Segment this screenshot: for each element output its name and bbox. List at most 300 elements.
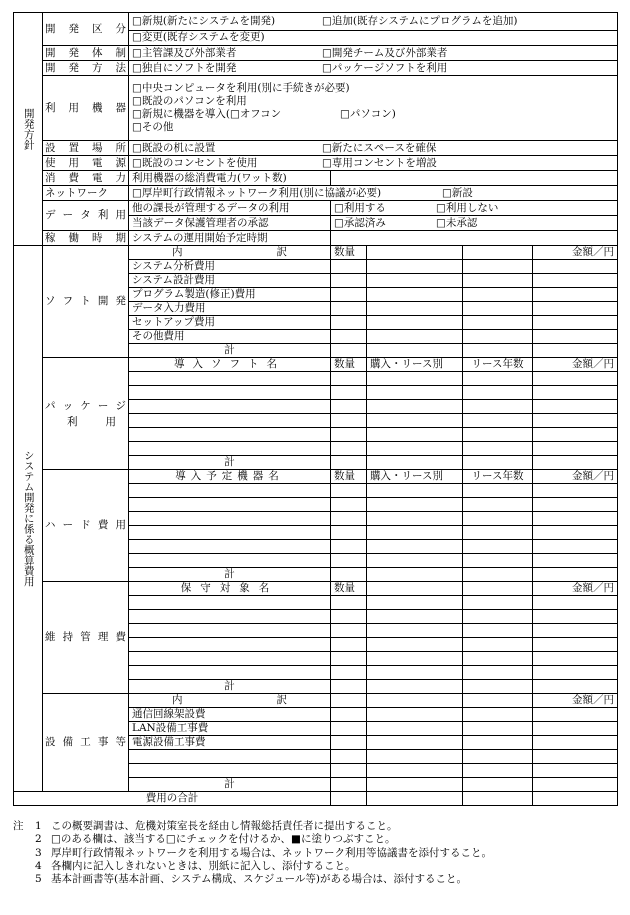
years-field[interactable] bbox=[463, 554, 533, 568]
package-buy-head: 購入・リース別 bbox=[367, 358, 463, 372]
package-label-a bbox=[45, 398, 126, 414]
equipment-label-text bbox=[45, 102, 126, 115]
blank-field[interactable] bbox=[463, 708, 533, 722]
qty-field[interactable] bbox=[331, 274, 367, 288]
amount-field[interactable] bbox=[533, 736, 618, 750]
amount-field[interactable] bbox=[533, 274, 618, 288]
qty-field[interactable] bbox=[331, 596, 367, 610]
amount-field[interactable] bbox=[533, 428, 618, 442]
qty-field[interactable] bbox=[331, 540, 367, 554]
name-field[interactable] bbox=[129, 512, 331, 526]
label-char: ー bbox=[97, 399, 109, 412]
amount-field[interactable] bbox=[533, 666, 618, 680]
qty-field[interactable] bbox=[331, 666, 367, 680]
amount-field[interactable] bbox=[533, 302, 618, 316]
buy-field[interactable] bbox=[367, 568, 463, 582]
name-field[interactable] bbox=[129, 764, 331, 778]
label-char: ッ bbox=[62, 399, 74, 412]
dev-structure-label-text bbox=[45, 47, 126, 60]
label-char: 開 bbox=[97, 295, 109, 308]
label-char: 源 bbox=[115, 156, 126, 169]
operation-label bbox=[43, 231, 129, 246]
package-head-text: 導入ソフト名 bbox=[174, 358, 285, 371]
blank-field[interactable] bbox=[463, 764, 533, 778]
equipment-new-checkbox[interactable]: □新規に機器を導入(□オフコン bbox=[132, 108, 282, 120]
years-field[interactable] bbox=[463, 526, 533, 540]
years-field[interactable] bbox=[463, 512, 533, 526]
maintenance-label bbox=[43, 582, 129, 694]
power-opt2-checkbox[interactable]: □専用コンセントを増設 bbox=[322, 156, 437, 169]
facility-item-name: 電源設備工事費 bbox=[129, 736, 331, 750]
amount-total-field[interactable] bbox=[533, 568, 618, 582]
network-opt1-checkbox[interactable]: □厚岸町行政情報ネットワーク利用(別に協議が必要) bbox=[132, 186, 382, 199]
blank-head bbox=[463, 694, 533, 708]
qty-field[interactable] bbox=[331, 330, 367, 344]
network-row bbox=[14, 186, 618, 201]
buy-field[interactable] bbox=[367, 456, 463, 470]
name-field[interactable] bbox=[129, 526, 331, 540]
label-char: 使 bbox=[45, 156, 56, 169]
blank-field[interactable] bbox=[463, 302, 533, 316]
hardware-buy-head: 購入・リース別 bbox=[367, 470, 463, 484]
blank-field[interactable] bbox=[463, 722, 533, 736]
name-field[interactable] bbox=[129, 554, 331, 568]
blank-field[interactable] bbox=[463, 344, 533, 358]
label-char: ー bbox=[62, 209, 74, 222]
amount-field[interactable] bbox=[533, 316, 618, 330]
qty-field[interactable] bbox=[331, 638, 367, 652]
blank-field[interactable] bbox=[331, 708, 367, 722]
software-item-name: システム設計費用 bbox=[129, 274, 331, 288]
label-char: 置 bbox=[68, 141, 79, 154]
dev-structure-label bbox=[43, 46, 129, 61]
years-field[interactable] bbox=[463, 414, 533, 428]
hardware-head-text: 導入予定機器名 bbox=[175, 470, 284, 483]
blank-field[interactable] bbox=[463, 666, 533, 680]
amount-field[interactable] bbox=[533, 484, 618, 498]
years-field[interactable] bbox=[463, 428, 533, 442]
name-field[interactable] bbox=[129, 400, 331, 414]
years-field[interactable] bbox=[463, 456, 533, 470]
name-field[interactable] bbox=[129, 666, 331, 680]
blank-field[interactable] bbox=[367, 288, 463, 302]
years-field[interactable] bbox=[463, 484, 533, 498]
notes bbox=[13, 820, 617, 886]
blank-field[interactable] bbox=[367, 302, 463, 316]
buy-field[interactable] bbox=[367, 372, 463, 386]
dev-structure-opt1-checkbox[interactable]: □主管課及び外部業者 bbox=[132, 46, 237, 59]
blank-field[interactable] bbox=[463, 274, 533, 288]
amount-field[interactable] bbox=[533, 708, 618, 722]
buy-field[interactable] bbox=[367, 554, 463, 568]
name-field[interactable] bbox=[129, 540, 331, 554]
qty-field[interactable] bbox=[331, 526, 367, 540]
dev-type-options bbox=[129, 13, 618, 31]
equipment-row bbox=[14, 76, 618, 141]
qty-field[interactable] bbox=[331, 414, 367, 428]
buy-field[interactable] bbox=[367, 386, 463, 400]
label-char: 開 bbox=[45, 22, 56, 35]
qty-field[interactable] bbox=[331, 260, 367, 274]
power-label bbox=[43, 156, 129, 171]
amount-field[interactable] bbox=[533, 414, 618, 428]
amount-field[interactable] bbox=[533, 638, 618, 652]
buy-field[interactable] bbox=[367, 428, 463, 442]
equipment-central-checkbox[interactable]: □中央コンピュータを利用(別に手続きが必要) bbox=[132, 82, 350, 94]
package-label-b-text: 利用 bbox=[67, 415, 144, 428]
blank-field[interactable] bbox=[367, 750, 463, 764]
label-char: タ bbox=[80, 209, 91, 222]
qty-field[interactable] bbox=[331, 498, 367, 512]
amount-field[interactable] bbox=[533, 288, 618, 302]
software-label-text bbox=[45, 295, 126, 308]
operation-label-text bbox=[45, 232, 126, 245]
label-char: デ bbox=[45, 209, 56, 222]
system-overview-form bbox=[13, 12, 618, 806]
blank-field[interactable] bbox=[463, 330, 533, 344]
qty-field[interactable] bbox=[331, 554, 367, 568]
location-label bbox=[43, 141, 129, 156]
software-label bbox=[43, 246, 129, 358]
maintenance-qty-head: 数量 bbox=[331, 582, 367, 596]
consumption-label bbox=[43, 171, 129, 186]
amount-total-field[interactable] bbox=[533, 456, 618, 470]
blank-field[interactable] bbox=[463, 610, 533, 624]
qty-field[interactable] bbox=[331, 568, 367, 582]
blank-field[interactable] bbox=[463, 778, 533, 792]
note-number: 2 bbox=[35, 833, 42, 846]
label-char: 利 bbox=[45, 101, 56, 114]
software-head-cell bbox=[129, 246, 331, 260]
label-char: パ bbox=[45, 399, 56, 412]
buy-field[interactable] bbox=[367, 400, 463, 414]
years-field[interactable] bbox=[463, 498, 533, 512]
blank-field[interactable] bbox=[331, 792, 367, 806]
amount-field[interactable] bbox=[533, 610, 618, 624]
blank-field[interactable] bbox=[463, 638, 533, 652]
name-field[interactable] bbox=[129, 610, 331, 624]
data-use-row2-options bbox=[331, 216, 618, 231]
data-use-row-1 bbox=[14, 201, 618, 216]
dev-type-new-checkbox[interactable]: □新規(新たにシステムを開発) bbox=[132, 14, 276, 27]
qty-field[interactable] bbox=[331, 386, 367, 400]
amount-total-field[interactable] bbox=[533, 680, 618, 694]
data-use-yes-checkbox[interactable]: □利用する bbox=[334, 201, 386, 214]
data-use-label-text bbox=[45, 209, 126, 222]
buy-field[interactable] bbox=[367, 512, 463, 526]
label-char: 用 bbox=[115, 209, 126, 222]
label-char: 電 bbox=[92, 171, 103, 184]
label-char: 持 bbox=[62, 631, 74, 644]
label-char: 機 bbox=[92, 101, 103, 114]
blank-field[interactable] bbox=[367, 722, 463, 736]
amount-field[interactable] bbox=[533, 540, 618, 554]
label-char: 理 bbox=[97, 631, 109, 644]
amount-total-field[interactable] bbox=[533, 344, 618, 358]
note-number: 4 bbox=[35, 859, 42, 872]
qty-field[interactable] bbox=[331, 456, 367, 470]
data-use-approved-checkbox[interactable]: □承認済み bbox=[334, 216, 386, 229]
power-label-text bbox=[45, 157, 126, 170]
hardware-head bbox=[129, 470, 331, 484]
dev-type-add-checkbox[interactable]: □追加(既存システムにプログラムを追加) bbox=[322, 14, 518, 27]
blank-field[interactable] bbox=[331, 722, 367, 736]
software-item-name: プログラム製造(修正)費用 bbox=[129, 288, 331, 302]
amount-field[interactable] bbox=[533, 652, 618, 666]
label-char: 費 bbox=[68, 171, 79, 184]
operation-value-field[interactable] bbox=[331, 231, 618, 246]
consumption-text: 利用機器の総消費電力(ワット数) bbox=[129, 171, 331, 186]
label-char: ケ bbox=[80, 399, 91, 412]
data-use-no-checkbox[interactable]: □利用しない bbox=[436, 201, 499, 214]
equipment-existing-pc-checkbox[interactable]: □既設のパソコンを利用 bbox=[132, 95, 247, 107]
package-amount-head: 金額／円 bbox=[533, 358, 618, 372]
label-char: 力 bbox=[115, 171, 126, 184]
qty-field[interactable] bbox=[331, 680, 367, 694]
blank-field[interactable] bbox=[463, 288, 533, 302]
software-item-name: データ入力費用 bbox=[129, 302, 331, 316]
facility-head-b: 訳 bbox=[276, 694, 287, 707]
qty-field[interactable] bbox=[331, 512, 367, 526]
data-use-row1-options bbox=[331, 201, 618, 216]
network-label-text bbox=[45, 187, 126, 200]
grand-total-row bbox=[14, 792, 618, 806]
label-char: 働 bbox=[68, 231, 79, 244]
label-char: 分 bbox=[115, 22, 126, 35]
buy-field[interactable] bbox=[367, 414, 463, 428]
qty-field[interactable] bbox=[331, 316, 367, 330]
cost-section bbox=[14, 246, 43, 792]
note-indent bbox=[13, 873, 35, 886]
name-field[interactable] bbox=[129, 428, 331, 442]
blank-field[interactable] bbox=[367, 596, 463, 610]
location-options bbox=[129, 141, 618, 156]
blank-field[interactable] bbox=[367, 624, 463, 638]
amount-field[interactable] bbox=[533, 554, 618, 568]
data-use-unapproved-checkbox[interactable]: □未承認 bbox=[436, 216, 478, 229]
software-head-b: 訳 bbox=[276, 246, 287, 259]
qty-field[interactable] bbox=[331, 442, 367, 456]
label-char: 等 bbox=[115, 736, 126, 749]
facility-header-row bbox=[14, 694, 618, 708]
buy-field[interactable] bbox=[367, 442, 463, 456]
years-field[interactable] bbox=[463, 540, 533, 554]
buy-field[interactable] bbox=[367, 484, 463, 498]
dev-method-opt2-checkbox[interactable]: □パッケージソフトを利用 bbox=[322, 61, 448, 74]
name-field[interactable] bbox=[129, 386, 331, 400]
blank-field[interactable] bbox=[367, 764, 463, 778]
name-field[interactable] bbox=[129, 442, 331, 456]
blank-field[interactable] bbox=[367, 708, 463, 722]
blank-field[interactable] bbox=[367, 778, 463, 792]
blank-field[interactable] bbox=[367, 666, 463, 680]
location-opt2-checkbox[interactable]: □新たにスペースを確保 bbox=[322, 141, 437, 154]
label-char: 備 bbox=[62, 736, 74, 749]
label-char: 所 bbox=[115, 141, 126, 154]
years-field[interactable] bbox=[463, 568, 533, 582]
note-number: 1 bbox=[35, 820, 42, 832]
blank-field[interactable] bbox=[367, 736, 463, 750]
name-field[interactable] bbox=[129, 372, 331, 386]
hardware-label bbox=[43, 470, 129, 582]
network-opt2-checkbox[interactable]: □新設 bbox=[442, 186, 473, 199]
amount-field[interactable] bbox=[533, 764, 618, 778]
hardware-qty-head: 数量 bbox=[331, 470, 367, 484]
blank-field[interactable] bbox=[331, 736, 367, 750]
label-char: 区 bbox=[92, 22, 103, 35]
consumption-value-field[interactable] bbox=[331, 171, 618, 186]
blank-field[interactable] bbox=[367, 792, 463, 806]
label-char: 器 bbox=[115, 101, 126, 114]
name-field[interactable] bbox=[129, 652, 331, 666]
location-opt1-checkbox[interactable]: □既設の机に設置 bbox=[132, 141, 216, 154]
blank-field[interactable] bbox=[367, 680, 463, 694]
years-field[interactable] bbox=[463, 386, 533, 400]
blank-field[interactable] bbox=[367, 330, 463, 344]
label-char: 電 bbox=[92, 156, 103, 169]
name-field[interactable] bbox=[129, 624, 331, 638]
blank-field[interactable] bbox=[367, 316, 463, 330]
blank-field[interactable] bbox=[367, 638, 463, 652]
dev-method-opt1-checkbox[interactable]: □独自にソフトを開発 bbox=[132, 61, 237, 74]
hardware-total-label: 計 bbox=[129, 568, 331, 582]
equipment-pc-checkbox[interactable]: □パソコン) bbox=[340, 108, 396, 120]
label-char: 管 bbox=[80, 631, 91, 644]
buy-field[interactable] bbox=[367, 526, 463, 540]
name-field[interactable] bbox=[129, 484, 331, 498]
label-char: 稼 bbox=[45, 231, 56, 244]
blank-field[interactable] bbox=[463, 792, 533, 806]
maintenance-header-row bbox=[14, 582, 618, 596]
label-char: 費 bbox=[115, 631, 126, 644]
buy-field[interactable] bbox=[367, 540, 463, 554]
software-amount-head: 金額／円 bbox=[533, 246, 618, 260]
label-char: フ bbox=[62, 295, 74, 308]
blank-field[interactable] bbox=[463, 596, 533, 610]
dev-method-label-text bbox=[45, 62, 126, 75]
amount-field[interactable] bbox=[533, 442, 618, 456]
blank-head bbox=[367, 582, 463, 596]
blank-field[interactable] bbox=[331, 778, 367, 792]
blank-head bbox=[463, 582, 533, 596]
amount-field[interactable] bbox=[533, 596, 618, 610]
consumption-row bbox=[14, 171, 618, 186]
power-row bbox=[14, 156, 618, 171]
hardware-header-row bbox=[14, 470, 618, 484]
name-field[interactable] bbox=[129, 596, 331, 610]
data-use-row1-text: 他の課長が管理するデータの利用 bbox=[129, 201, 331, 216]
years-field[interactable] bbox=[463, 400, 533, 414]
amount-field[interactable] bbox=[533, 750, 618, 764]
power-opt1-checkbox[interactable]: □既設のコンセントを使用 bbox=[132, 156, 258, 169]
blank-field[interactable] bbox=[463, 316, 533, 330]
blank-field[interactable] bbox=[463, 624, 533, 638]
years-field[interactable] bbox=[463, 442, 533, 456]
blank-field[interactable] bbox=[367, 652, 463, 666]
blank-field[interactable] bbox=[463, 680, 533, 694]
dev-type-change-checkbox[interactable]: □変更(既存システムを変更) bbox=[132, 31, 265, 44]
buy-field[interactable] bbox=[367, 498, 463, 512]
qty-field[interactable] bbox=[331, 400, 367, 414]
amount-field[interactable] bbox=[533, 372, 618, 386]
dev-type-label bbox=[43, 13, 129, 46]
blank-field[interactable] bbox=[367, 274, 463, 288]
blank-field[interactable] bbox=[463, 736, 533, 750]
label-char: 用 bbox=[115, 519, 126, 532]
blank-field[interactable] bbox=[367, 344, 463, 358]
blank-field[interactable] bbox=[367, 610, 463, 624]
software-blank-head-1 bbox=[367, 246, 463, 260]
blank-field[interactable] bbox=[463, 260, 533, 274]
qty-field[interactable] bbox=[331, 302, 367, 316]
hardware-years-head: リース年数 bbox=[463, 470, 533, 484]
qty-field[interactable] bbox=[331, 610, 367, 624]
name-field[interactable] bbox=[129, 414, 331, 428]
amount-field[interactable] bbox=[533, 512, 618, 526]
blank-field[interactable] bbox=[331, 750, 367, 764]
amount-field[interactable] bbox=[533, 722, 618, 736]
qty-field[interactable] bbox=[331, 624, 367, 638]
amount-field[interactable] bbox=[533, 498, 618, 512]
dev-structure-opt2-checkbox[interactable]: □開発チーム及び外部業者 bbox=[322, 46, 448, 59]
note-item bbox=[13, 833, 617, 846]
label-char: 法 bbox=[115, 61, 126, 74]
name-field[interactable] bbox=[129, 498, 331, 512]
label-char: 発 bbox=[68, 46, 79, 59]
dev-method-label bbox=[43, 61, 129, 76]
label-char: 維 bbox=[45, 631, 56, 644]
amount-field[interactable] bbox=[533, 624, 618, 638]
qty-field[interactable] bbox=[331, 344, 367, 358]
blank-field[interactable] bbox=[367, 260, 463, 274]
label-char: 工 bbox=[80, 736, 91, 749]
name-field[interactable] bbox=[129, 638, 331, 652]
hardware-label-text bbox=[45, 519, 126, 532]
qty-field[interactable] bbox=[331, 288, 367, 302]
qty-field[interactable] bbox=[331, 428, 367, 442]
network-options bbox=[129, 186, 618, 201]
facility-total-label: 計 bbox=[129, 778, 331, 792]
equipment-other-checkbox[interactable]: □その他 bbox=[132, 121, 174, 133]
amount-total-field[interactable] bbox=[533, 778, 618, 792]
amount-field[interactable] bbox=[533, 260, 618, 274]
years-field[interactable] bbox=[463, 372, 533, 386]
qty-field[interactable] bbox=[331, 484, 367, 498]
amount-field[interactable] bbox=[533, 330, 618, 344]
amount-field[interactable] bbox=[533, 526, 618, 540]
blank-field[interactable] bbox=[463, 652, 533, 666]
package-total-label: 計 bbox=[129, 456, 331, 470]
name-field[interactable] bbox=[129, 750, 331, 764]
label-char: 時 bbox=[92, 231, 103, 244]
grand-total-amount-field[interactable] bbox=[533, 792, 618, 806]
dev-policy-section bbox=[14, 13, 43, 246]
amount-field[interactable] bbox=[533, 400, 618, 414]
label-char: ハ bbox=[45, 519, 56, 532]
software-total-label: 計 bbox=[129, 344, 331, 358]
amount-field[interactable] bbox=[533, 386, 618, 400]
package-head bbox=[129, 358, 331, 372]
maintenance-head-text: 保守対象名 bbox=[180, 582, 279, 595]
blank-field[interactable] bbox=[331, 764, 367, 778]
software-item-name: その他費用 bbox=[129, 330, 331, 344]
qty-field[interactable] bbox=[331, 372, 367, 386]
qty-field[interactable] bbox=[331, 652, 367, 666]
blank-field[interactable] bbox=[463, 750, 533, 764]
label-char: 開 bbox=[45, 61, 56, 74]
maintenance-total-label: 計 bbox=[129, 680, 331, 694]
label-char: 体 bbox=[92, 46, 103, 59]
